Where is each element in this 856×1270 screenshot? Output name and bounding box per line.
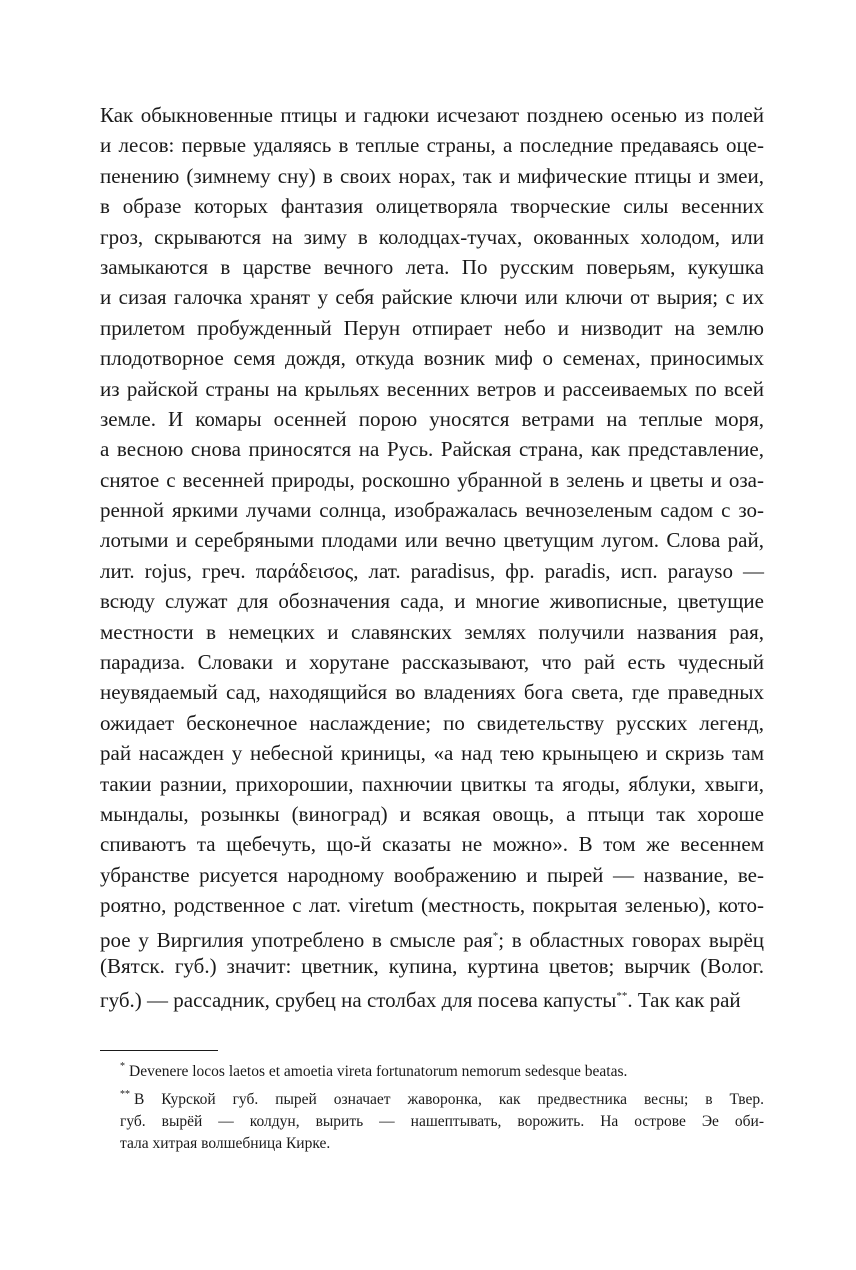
footnote-ref-2[interactable]: ** [616,990,628,1003]
text-line [100,921,764,951]
text-segment: губ.) — рассадник, срубец на столбах для посева капусты [100,988,617,1013]
text-line: спиваютъ та щебечуть, що-й сказаты не можно». В том же весеннем [100,832,764,857]
footnote-2 [100,1089,764,1111]
text-line: земле. И комары осенней порою уносятся ветрами на теплые моря, [100,406,764,431]
text-line: и сизая галочка хранят у себя райские ключи или ключи от вырия; с их [100,285,764,310]
text-line: Как обыкновенные птицы и гадюки исчезают позднею осенью из полей [100,103,764,127]
text-line: мындалы, розынкы (виноград) и всякая овощь, а птыци так хороше [100,801,764,826]
text-line: (Вятск. губ.) значит: цветник, купина, куртина цветов; вырчик (Волог. [100,953,764,978]
text-line: из райской страны на крыльях весенних ветров и рассеиваемых по всей [100,376,764,401]
main-text [100,100,764,1012]
footnote-divider [100,1050,218,1051]
text-line: лит. rojus, греч. παράδεισος, лат. paradisus, фр. paradis, исп. parayso — [100,558,764,583]
footnote-mark: ** [120,1089,130,1100]
text-line: ожидает бесконечное наслаждение; по свидетельству русских легенд, [100,710,764,735]
text-line: плодотворное семя дождя, откуда возник миф о семенах, приносимых [100,346,764,371]
footnote-ref-1[interactable]: * [492,929,499,942]
footnote-2-line: губ. вырёй — колдун, вырить — нашептывать, ворожить. На острове Эе оби- [120,1113,764,1130]
text-line: местности в немецких и славянских землях получили названия рая, [100,619,764,644]
text-segment: рое у Виргилия употреблено в смысле рая [100,927,493,952]
text-line: парадиза. Словаки и хорутане рассказывают, что рай есть чудесный [100,650,764,675]
footnote-mark: * [120,1061,125,1072]
footnotes [100,1061,764,1155]
footnote-text: Devenere locos laetos et amoetia vireta fortunatorum nemorum sedesque beatas. [129,1063,628,1080]
text-line [100,981,764,1011]
text-line: в образе которых фантазия олицетворяла творческие силы весенних [100,194,764,219]
text-line: роятно, родственное с лат. viretum (местность, покрытая зеленью), кото- [100,893,764,918]
text-line: пенению (зимнему сну) в своих норах, так и мифические птицы и змеи, [100,163,764,188]
text-line: такии разнии, прихорошии, пахнючии цвиткы та ягоды, яблуки, хвыги, [100,771,764,796]
text-line: прилетом пробужденный Перун отпирает небо и низводит на землю [100,315,764,340]
footnote-text: В Курской губ. пырей означает жаворонка, как предвестника весны; в Твер. [134,1091,764,1108]
text-line: лотыми и серебряными плодами или вечно цветущим лугом. Слова рай, [100,528,764,553]
text-line: убранстве рисуется народному воображению и пырей — название, ве- [100,862,764,887]
text-line: а весною снова приносятся на Русь. Райская страна, как представление, [100,437,764,462]
text-segment: ; в областных говорах вырёц [498,927,764,952]
text-line: снятое с весенней природы, роскошно убранной в зелень и цветы и оза- [100,467,764,492]
text-line: и лесов: первые удаляясь в теплые страны, а последние предаваясь оце- [100,133,764,158]
text-line: рай насажден у небесной криницы, «а над тею крыныцею и скризь там [100,741,764,766]
footnote-1 [100,1061,764,1083]
text-line: гроз, скрываются на зиму в колодцах-тучах, окованных холодом, или [100,224,764,249]
text-line: неувядаемый сад, находящийся во владениях бога света, где праведных [100,680,764,705]
text-line: всюду служат для обозначения сада, и многие живописные, цветущие [100,589,764,614]
text-line: ренной яркими лучами солнца, изображалась вечнозеленым садом с зо- [100,498,764,523]
text-line: замыкаются в царстве вечного лета. По русским поверьям, кукушка [100,254,764,279]
text-segment: . Так как рай [627,988,741,1013]
footnote-2-line: тала хитрая волшебница Кирке. [120,1135,331,1152]
